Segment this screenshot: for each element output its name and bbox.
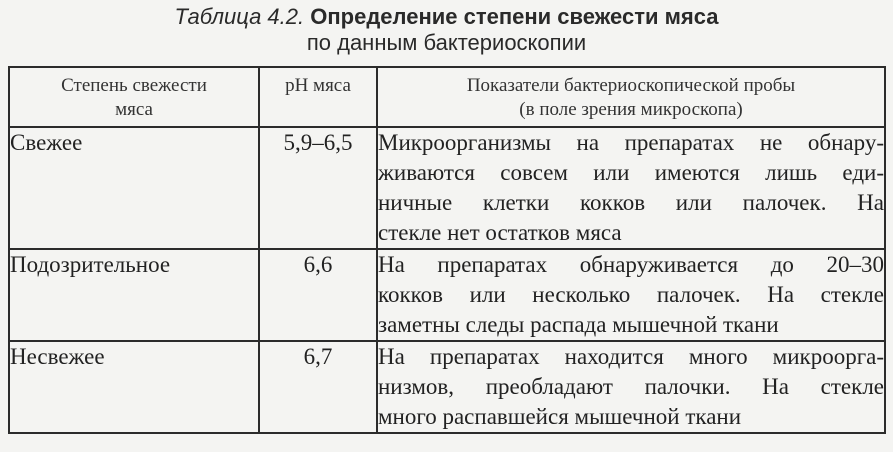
- indicators-cell: [377, 249, 885, 341]
- indicators-line: На препаратах находится много микроорга-: [378, 344, 884, 369]
- table-row: [9, 127, 885, 249]
- degree-cell: Несвежее: [9, 341, 259, 433]
- table-title-line-1: Определение степени свежести мяса: [310, 4, 719, 29]
- table-row: [9, 249, 885, 341]
- header-ph-line: рН мяса: [285, 75, 351, 96]
- indicators-line: ничные клетки кокков или палочек. На: [378, 190, 884, 215]
- table-number: Таблица 4.2.: [174, 4, 305, 29]
- ph-cell: 5,9–6,5: [259, 127, 377, 249]
- freshness-table: [8, 66, 886, 434]
- ph-cell: 6,6: [259, 249, 377, 341]
- header-degree-line: мяса: [115, 99, 153, 120]
- table-caption: [0, 4, 893, 30]
- header-indicators-line: (в поле зрения микроскопа): [519, 99, 743, 120]
- indicators-line: живаются совсем или имеются лишь еди-: [378, 160, 884, 185]
- header-degree: [9, 67, 259, 127]
- indicators-line: стекле нет остатков мяса: [378, 220, 622, 245]
- table-title-line-2: по данным бактериоскопии: [306, 30, 587, 55]
- indicators-line: много распавшейся мышечной ткани: [378, 404, 742, 429]
- degree-cell: Свежее: [9, 127, 259, 249]
- indicators-cell: [377, 127, 885, 249]
- header-indicators-line: Показатели бактериоскопической пробы: [466, 75, 796, 96]
- indicators-line: заметны следы распада мышечной ткани: [378, 312, 779, 337]
- ph-cell: 6,7: [259, 341, 377, 433]
- header-row: [9, 67, 885, 127]
- table-row: [9, 341, 885, 433]
- indicators-line: Микроорганизмы на препаратах не обнару-: [378, 130, 884, 155]
- header-indicators: [377, 67, 885, 127]
- indicators-line: На препаратах обнаруживается до 20–30: [378, 252, 884, 277]
- header-ph: [259, 67, 377, 127]
- indicators-cell: [377, 341, 885, 433]
- header-degree-line: Степень свежести: [61, 75, 207, 96]
- indicators-line: кокков или несколько палочек. На стекле: [378, 282, 884, 307]
- indicators-line: низмов, преобладают палочки. На стекле: [378, 374, 884, 399]
- degree-cell: Подозрительное: [9, 249, 259, 341]
